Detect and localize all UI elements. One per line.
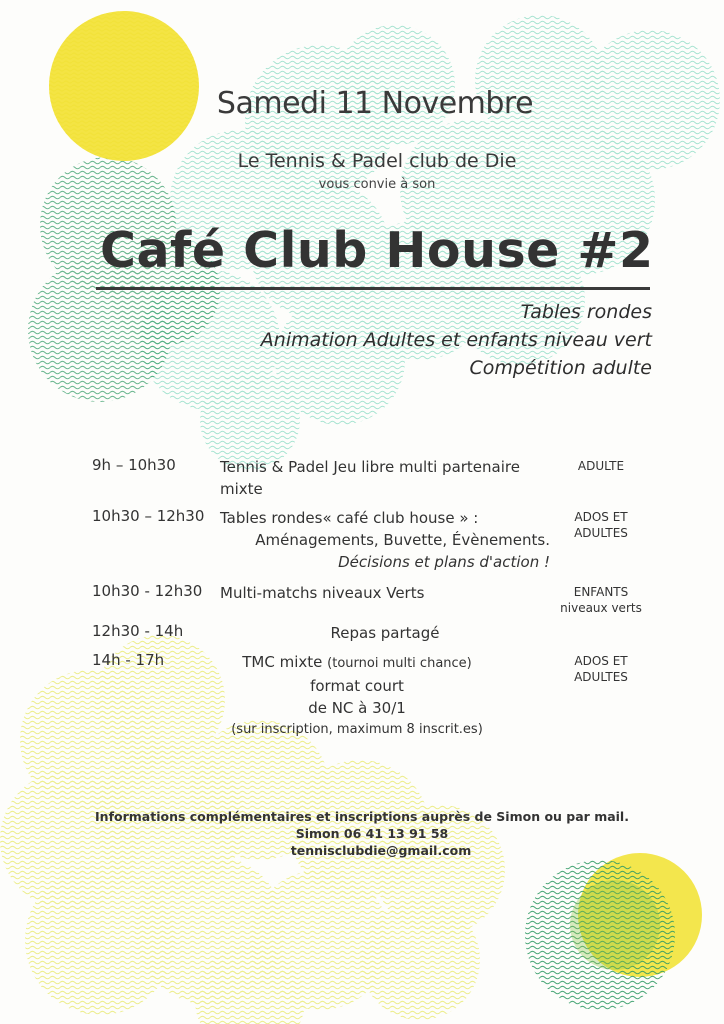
activity-line: Tables rondes« café club house » : <box>220 509 479 527</box>
schedule-activity <box>212 651 502 741</box>
audience-line: niveaux verts <box>560 601 642 615</box>
activity-line: Décisions et plans d'action ! <box>338 553 550 571</box>
subtitle-tables-rondes: Tables rondes <box>520 301 652 323</box>
schedule-time: 10h30 - 12h30 <box>92 582 203 600</box>
activity-line: mixte <box>220 480 263 498</box>
activity-line: Aménagements, Buvette, Évènements. <box>255 531 550 549</box>
schedule-time: 10h30 – 12h30 <box>92 507 205 525</box>
activity-note: (tournoi multi chance) <box>327 656 472 671</box>
club-name: Le Tennis & Padel club de Die <box>237 150 517 172</box>
yellow-circle <box>360 900 480 1020</box>
invite-text: vous convie à son <box>318 177 436 192</box>
schedule-time: 14h - 17h <box>92 651 165 669</box>
activity-line: (sur inscription, maximum 8 inscrit.es) <box>231 722 483 737</box>
schedule-audience <box>546 584 656 616</box>
footer-email: tennisclubdie@gmail.com <box>290 843 472 858</box>
schedule-activity <box>220 582 424 604</box>
event-title: Café Club House #2 <box>100 222 654 279</box>
audience-line: ADOS ET <box>574 654 628 668</box>
audience-line: ADULTE <box>577 459 625 473</box>
audience-line: ADOS ET <box>574 510 628 524</box>
footer-phone: Simon 06 41 13 91 58 <box>295 826 449 841</box>
event-date: Samedi 11 Novembre <box>216 86 534 121</box>
subtitle-animation: Animation Adultes et enfants niveau vert <box>260 329 652 351</box>
schedule-activity <box>220 507 550 573</box>
audience-line: ADULTES <box>574 670 628 684</box>
schedule-time: 9h – 10h30 <box>92 456 176 474</box>
activity-line: format court <box>310 677 404 695</box>
title-underline <box>96 287 650 290</box>
schedule-audience <box>546 458 656 474</box>
subtitle-competition: Compétition adulte <box>469 357 652 379</box>
activity-line: de NC à 30/1 <box>308 699 406 717</box>
schedule-audience <box>546 509 656 541</box>
audience-line: ADULTES <box>574 526 628 540</box>
activity-line: Multi-matchs niveaux Verts <box>220 584 425 602</box>
schedule-activity <box>220 622 550 644</box>
footer-info: Informations complémentaires et inscriptions auprès de Simon ou par mail. <box>95 809 629 824</box>
teal-circle <box>335 25 455 145</box>
teal-circle <box>200 370 300 470</box>
activity-main: TMC mixte <box>242 653 323 671</box>
schedule-activity <box>220 456 520 500</box>
activity-line: Repas partagé <box>330 624 440 642</box>
schedule-audience <box>546 653 656 685</box>
activity-line: Tennis & Padel Jeu libre multi partenaire <box>220 458 520 476</box>
activity-line <box>212 651 502 675</box>
audience-line: ENFANTS <box>573 585 629 599</box>
schedule-time: 12h30 - 14h <box>92 622 184 640</box>
